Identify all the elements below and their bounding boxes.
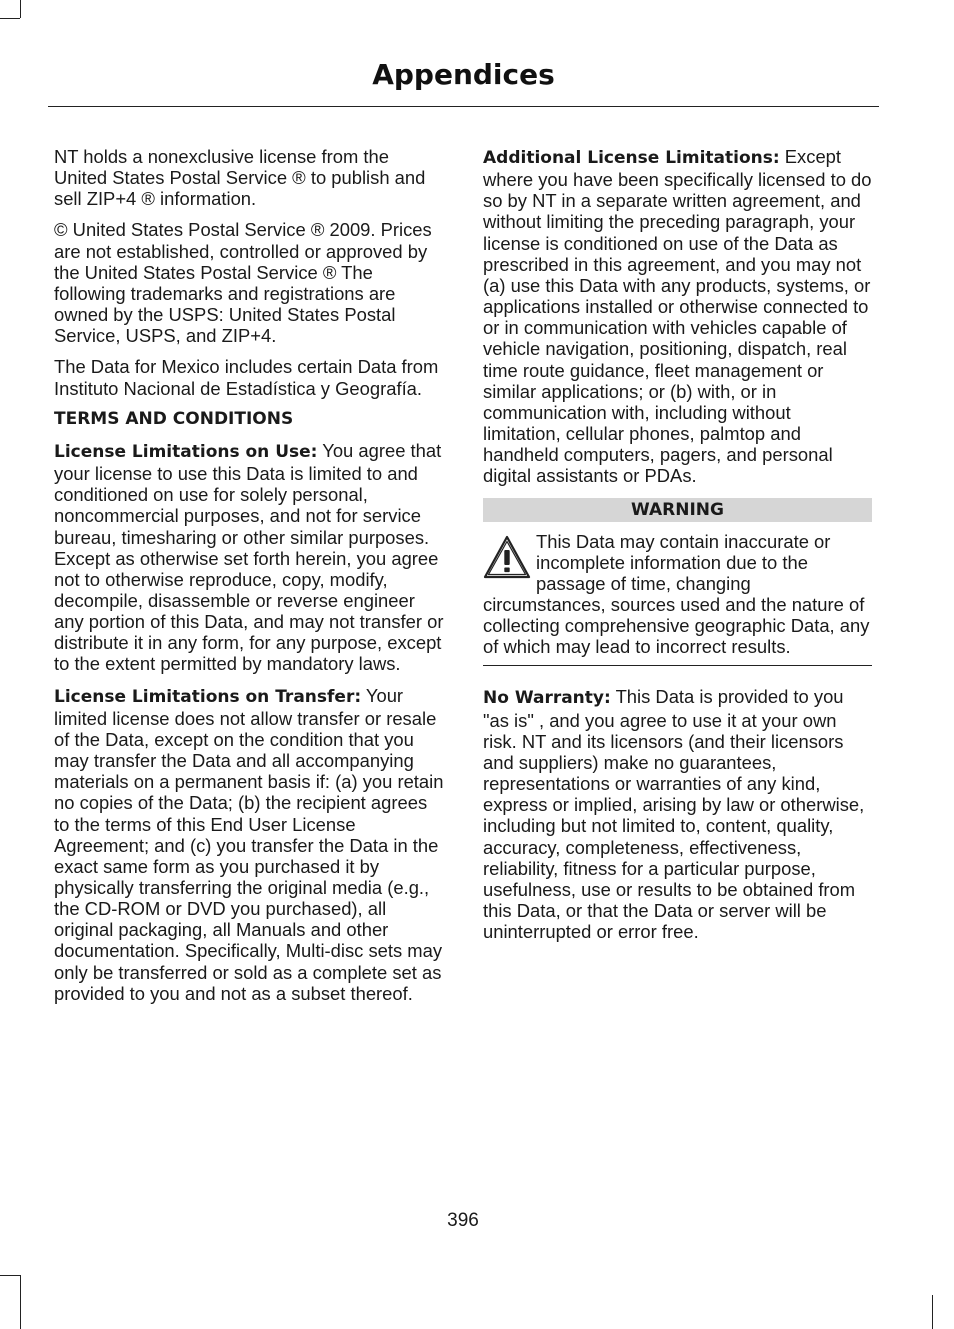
additional-limitations-label: Additional License Limitations:: [483, 148, 780, 168]
warning-box: [483, 531, 872, 658]
additional-limitations-paragraph: [483, 146, 872, 487]
warning-divider: [483, 665, 872, 666]
license-use-label: License Limitations on Use:: [54, 441, 318, 462]
license-use-text: You agree that your license to use this Data is limited to and conditioned on use for solely personal, noncommercial purposes, and not for service bureau, timesharing or other similar purposes. Except as otherwise set forth herein, you agree not to otherwise reproduce, copy, modify, decompile, disassemble or reverse engineer any portion of this Data, and may not transfer or distribute it in any form, for any purpose, except to the extent permitted by mandatory laws.: [54, 439, 444, 675]
license-use-paragraph: [54, 440, 444, 675]
license-transfer-text: Your limited license does not allow transfer or resale of the Data, except on the condition that you may transfer the Data and all accompanying materials on a permanent basis if: (a) you retain no copies of the Data; (b) the recipient agrees to the terms of this End User License Agreement; and (c) you transfer the Data in the exact same form as you purchased it by physically transferring the original media (e.g., the CD-ROM or DVD you purchased), all original packaging, all Manuals and other documentation. Specifically, Multi-disc sets may only be transferred or sold as a complete set as provided to you and not as a subset thereof.: [54, 684, 444, 1004]
title-divider: [48, 106, 879, 107]
additional-limitations-text: Except where you have been specifically licensed to do so by NT in a separate written agreement, and without limiting the preceding paragraph, your license is conditioned on use of the Data as prescribed in this agreement, and you may not (a) use this Data with any products, systems, or applications installed or otherwise connected to or in communication with vehicles capable of vehicle navigation, positioning, dispatch, real time route guidance, fleet management or similar applications; or (b) with, or in communication with, including without limitation, cellular phones, palmtop and handheld computers, pagers, and personal digital assistants or PDAs.: [483, 146, 872, 487]
warning-heading: WARNING: [483, 498, 872, 522]
warning-triangle-icon: [482, 533, 532, 583]
license-transfer-paragraph: [54, 685, 444, 1004]
page-number: 396: [447, 1210, 479, 1231]
warning-text: This Data may contain inaccurate or incomplete information due to the passage of time, changing circumstances, sources used and the nature of collecting comprehensive geographic Data, any of which may lead to incorrect results.: [483, 530, 870, 658]
mexico-data-paragraph: The Data for Mexico includes certain Data from Instituto Nacional de Estadística y Geografía.: [54, 356, 439, 399]
crop-mark-top-left-v: [20, 0, 21, 18]
left-column: [54, 146, 444, 1014]
usps-copyright-paragraph: © United States Postal Service ® 2009. Prices are not established, controlled or approved by the United States Postal Service ® The following trademarks and registrations are owned by the USPS: United States Postal Service, USPS, and ZIP+4.: [54, 219, 432, 347]
right-column: [483, 146, 872, 952]
no-warranty-text: This Data is provided to you "as is" , and you agree to use it at your own risk. NT and its licensors (and their licensors and suppliers) make no guarantees, representations or warranties of any kind, express or implied, arising by law or otherwise, including but not limited to, content, quality, accuracy, completeness, effectiveness, reliability, fitness for a particular purpose, usefulness, use or results to be obtained from this Data, or that the Data or server will be uninterrupted or error free.: [483, 686, 865, 943]
usps-license-paragraph: NT holds a nonexclusive license from the United States Postal Service ® to publish and sell ZIP+4 ® information.: [54, 146, 426, 210]
no-warranty-paragraph: [483, 686, 872, 942]
crop-mark-bottom-left-h: [0, 1275, 20, 1276]
no-warranty-label: No Warranty:: [483, 688, 611, 709]
crop-mark-top-left-h: [0, 18, 20, 19]
crop-mark-bottom-left-v: [20, 1275, 21, 1329]
license-transfer-label: License Limitations on Transfer:: [54, 686, 362, 707]
crop-mark-bottom-right-v: [932, 1295, 933, 1329]
terms-heading: TERMS AND CONDITIONS: [54, 408, 294, 429]
page-title: Appendices: [372, 58, 555, 91]
